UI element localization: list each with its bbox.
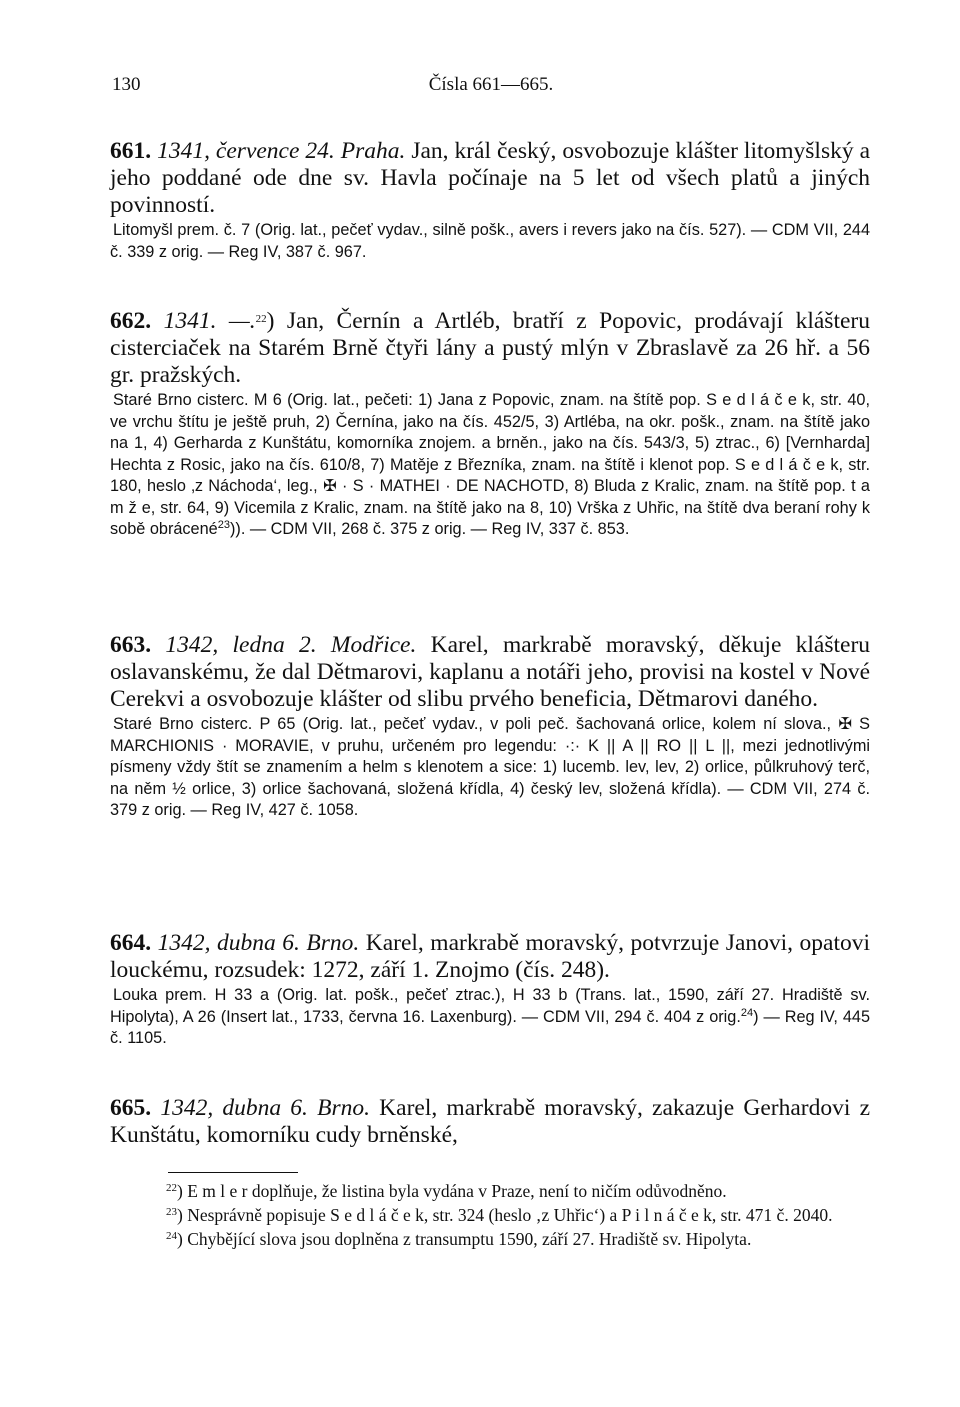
footnotes xyxy=(110,1180,870,1252)
source-note xyxy=(110,390,870,541)
footnote-ref[interactable]: 22 xyxy=(255,313,267,325)
regest-text: Karel, markrabě moravský, potvrzuje Janovi, opatovi louckému, rozsudek: 1272, září 1. Znojmo (čís. 248). xyxy=(110,930,871,983)
footnote-number: 24 xyxy=(166,1230,177,1242)
footnote-number: 23 xyxy=(166,1206,177,1218)
source-text: Staré Brno cisterc. P 65 (Orig. lat., pečeť vydav., v poli peč. šachovaná orlice, kolem ní slova., ✠ S MARCHIONIS · MORAVIE, v pruhu, určeném pro legendu: ·:· K || A || RO || L ||, mezi jednotlivými písmeny vždy štít se znamením a helm s klenotem a sice: 1) lucemb. lev, lev, 2) orlice, půlkruhový terč, na něm ½ orlice, 3) orlice šachovaná, složená křídla, 4) český lev, složená křídla). — CDM VII, 274 č. 379 z orig. — Reg IV, 427 č. 1058. xyxy=(110,715,870,819)
footnote-24: $^{24}$) Chybějící slova jsou doplněna z transumptu 1590, září 27. Hradiště sv. Hipolyta. xyxy=(166,1229,752,1249)
footnote-22: $^{22}$) E m l e r doplňuje, že listina byla vydána v Praze, není to ničím odůvodněno. xyxy=(166,1181,727,1201)
footnote-text: Chybějící slova jsou doplněna z transumptu 1590, září 27. Hradiště sv. Hipolyta. xyxy=(187,1229,752,1249)
footnote-ref[interactable]: 23 xyxy=(217,519,230,531)
regest-text: Jan, Černín a Artléb, bratří z Popovic, prodávají klášteru cisterciaček na Starém Brně čtyři lány a pustý mlýn v Zbraslavě za 26 hř. a 56 gr. pražských. xyxy=(110,308,870,388)
entry-date: 1342, dubna 6. Brno. xyxy=(160,1095,370,1121)
regest-text: Karel, markrabě moravský, děkuje klášteru oslavanskému, že dal Dětmarovi, kaplanu a notáři jeho, provisi na kostel v Nové Cerekvi a osvobozuje klášter od slibu prvého beneficia, Dětmarovi daného. xyxy=(110,632,871,712)
page-number: 130 xyxy=(112,74,141,95)
source-tail: ) — Reg IV, 445 č. 1105. xyxy=(110,1007,870,1047)
regest xyxy=(110,1095,870,1149)
footnote-ref[interactable]: 24 xyxy=(740,1006,754,1019)
entry-number: 661. xyxy=(110,138,152,164)
entry-number: 665. xyxy=(110,1095,152,1121)
source-tail: )). — CDM VII, 268 č. 375 z orig. — Reg IV, 337 č. 853. xyxy=(229,520,630,538)
entry-665 xyxy=(110,1095,870,1149)
entry-number: 663. xyxy=(110,632,152,658)
entry-number: 664. xyxy=(110,930,152,956)
footnote-23: $^{23}$) Nesprávně popisuje S e d l á č e k, str. 324 (heslo ‚z Uhřic‘) a P i l n á č e k, str. 471 č. 2040. xyxy=(166,1205,833,1225)
source-text: Litomyšl prem. č. 7 (Orig. lat., pečeť vydav., silně pošk., avers i revers jako na čís. 527). — CDM VII, 244 č. 339 z orig. — Reg IV, 387 č. 967. xyxy=(110,221,870,261)
regest-text: Jan, král český, osvobozuje klášter litomyšlský a jeho poddané ode dne sv. Havla počínaje na 5 let od všech platů a jiných povinností. xyxy=(110,138,870,218)
entry-663 xyxy=(110,632,870,822)
entry-number: 662. xyxy=(110,308,152,334)
footnote-number: 22 xyxy=(166,1182,177,1194)
entry-date: 1342, dubna 6. Brno. xyxy=(157,930,360,956)
footnote-text: Nesprávně popisuje S e d l á č e k, str. 324 (heslo ‚z Uhřic‘) a P i l n á č e k, str. 471 č. 2040. xyxy=(187,1205,833,1225)
entry-date: 1342, ledna 2. Modřice. xyxy=(165,632,417,658)
regest xyxy=(110,930,870,984)
source-note xyxy=(110,714,870,822)
footnote-divider xyxy=(168,1172,298,1173)
regest xyxy=(110,632,870,713)
source-text: Staré Brno cisterc. M 6 (Orig. lat., pečeti: 1) Jana z Popovic, znam. na štítě pop. S e d l á č e k, str. 40, ve vrchu štítu je ještě pruh, 2) Černína, jako na čís. 452/5, 3) Artléba, na okr. pošk., znam. na štítě jako na 1, 4) Gerharda z Kunštátu, komorníka znojem. a brněn., jako na čís. 543/3, 5) ztrac., 6) [Vernharda] Hechta z Rosic, jako na čís. 610/8, 7) Matěje z Březníka, znam. na štítě i klenot pop. S e d l á č e k, str. 180, heslo ‚z Náchoda‘, leg., ✠ · S · MATHEI · DE NACHOTD, 8) Bluda z Kralic, znam. na štítě pop. t a m ž e, str. 64, 9) Vicemila z Kralic, znam. na štítě jako na 8, 10) Vrška z Uhřic, na štítě dva beraní rohy k sobě obrácené xyxy=(110,391,870,538)
entry-date: 1341. —. xyxy=(163,308,256,334)
source-note xyxy=(110,220,870,263)
running-title: Čísla 661—665. xyxy=(428,74,554,95)
source-note xyxy=(110,985,870,1050)
entry-664 xyxy=(110,930,870,1050)
source-text: Louka prem. H 33 a (Orig. lat. pošk., pečeť ztrac.), H 33 b (Trans. lat., 1590, září 27. Hradiště sv. Hipolyta), A 26 (Insert lat., 1733, června 16. Laxenburg). — CDM VII, 294 č. 404 z orig. xyxy=(110,986,870,1026)
footnote-text: E m l e r doplňuje, že listina byla vydána v Praze, není to ničím odůvodněno. xyxy=(187,1181,727,1201)
regest: 662. 1341. —.$^{22}$) Jan, Černín a Artléb, bratří z Popovic, prodávají klášteru cisterciaček na Starém Brně čtyři lány a pustý mlýn v Zbraslavě za 26 hř. a 56 gr. pražských. xyxy=(110,308,870,388)
regest xyxy=(110,138,870,219)
entry-date: 1341, července 24. Praha. xyxy=(157,138,406,164)
regest-text: Karel, markrabě moravský, zakazuje Gerhardovi z Kunštátu, komorníku cudy brněnské, xyxy=(110,1095,871,1148)
entry-662 xyxy=(110,308,870,541)
page-header xyxy=(112,74,870,104)
entry-661 xyxy=(110,138,870,263)
